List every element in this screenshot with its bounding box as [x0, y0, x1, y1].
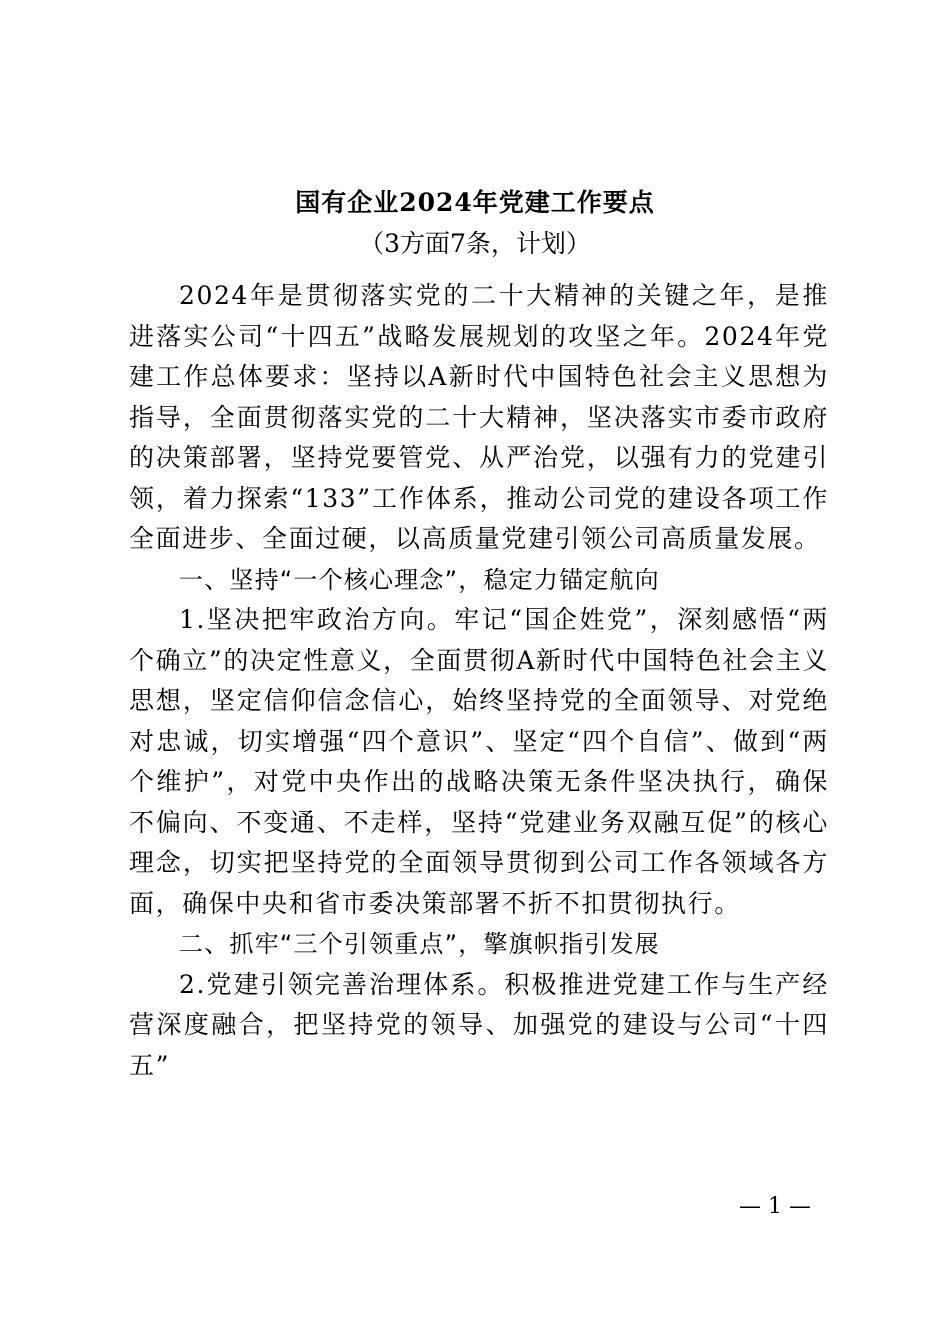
document-body: [129, 276, 829, 1086]
intro-paragraph: 2024年是贯彻落实党的二十大精神的关键之年，是推进落实公司“十四五”战略发展规划的攻坚之年。2024年党建工作总体要求：坚持以A新时代中国特色社会主义思想为指导，全面贯彻落实党的二十大精神，坚决落实市委市政府的决策部署，坚持党要管党、从严治党，以强有力的党建引领，着力探索“133”工作体系，推动公司党的建设各项工作全面进步、全面过硬，以高质量党建引领公司高质量发展。: [129, 281, 829, 553]
document-title: 国有企业2024年党建工作要点: [295, 188, 655, 217]
page-number: — 1 —: [739, 1194, 811, 1219]
section-2-heading: 二、抓牢“三个引领重点”，擎旗帜指引发展: [179, 930, 660, 958]
section-1-heading: 一、坚持“一个核心理念”，稳定力锚定航向: [179, 565, 660, 594]
document-subtitle: （3方面7条，计划）: [359, 229, 591, 258]
section-2-paragraph: 2.党建引领完善治理体系。积极推进党建工作与生产经营深度融合，把坚持党的领导、加强党的建设与公司“十四五”: [129, 969, 829, 1080]
section-1-paragraph: 1.坚决把牢政治方向。牢记“国企姓党”，深刻感悟“两个确立”的决定性意义，全面贯彻A新时代中国特色社会主义思想，坚定信仰信念信心，始终坚持党的全面领导、对党绝对忠诚，切实增强“四个意识”、坚定“四个自信”、做到“两个维护”，对党中央作出的战略决策无条件坚决执行，确保不偏向、不变通、不走样，坚持“党建业务双融互促”的核心理念，切实把坚持党的全面领导贯彻到公司工作各领域各方面，确保中央和省市委决策部署不折不扣贯彻执行。: [129, 605, 829, 918]
